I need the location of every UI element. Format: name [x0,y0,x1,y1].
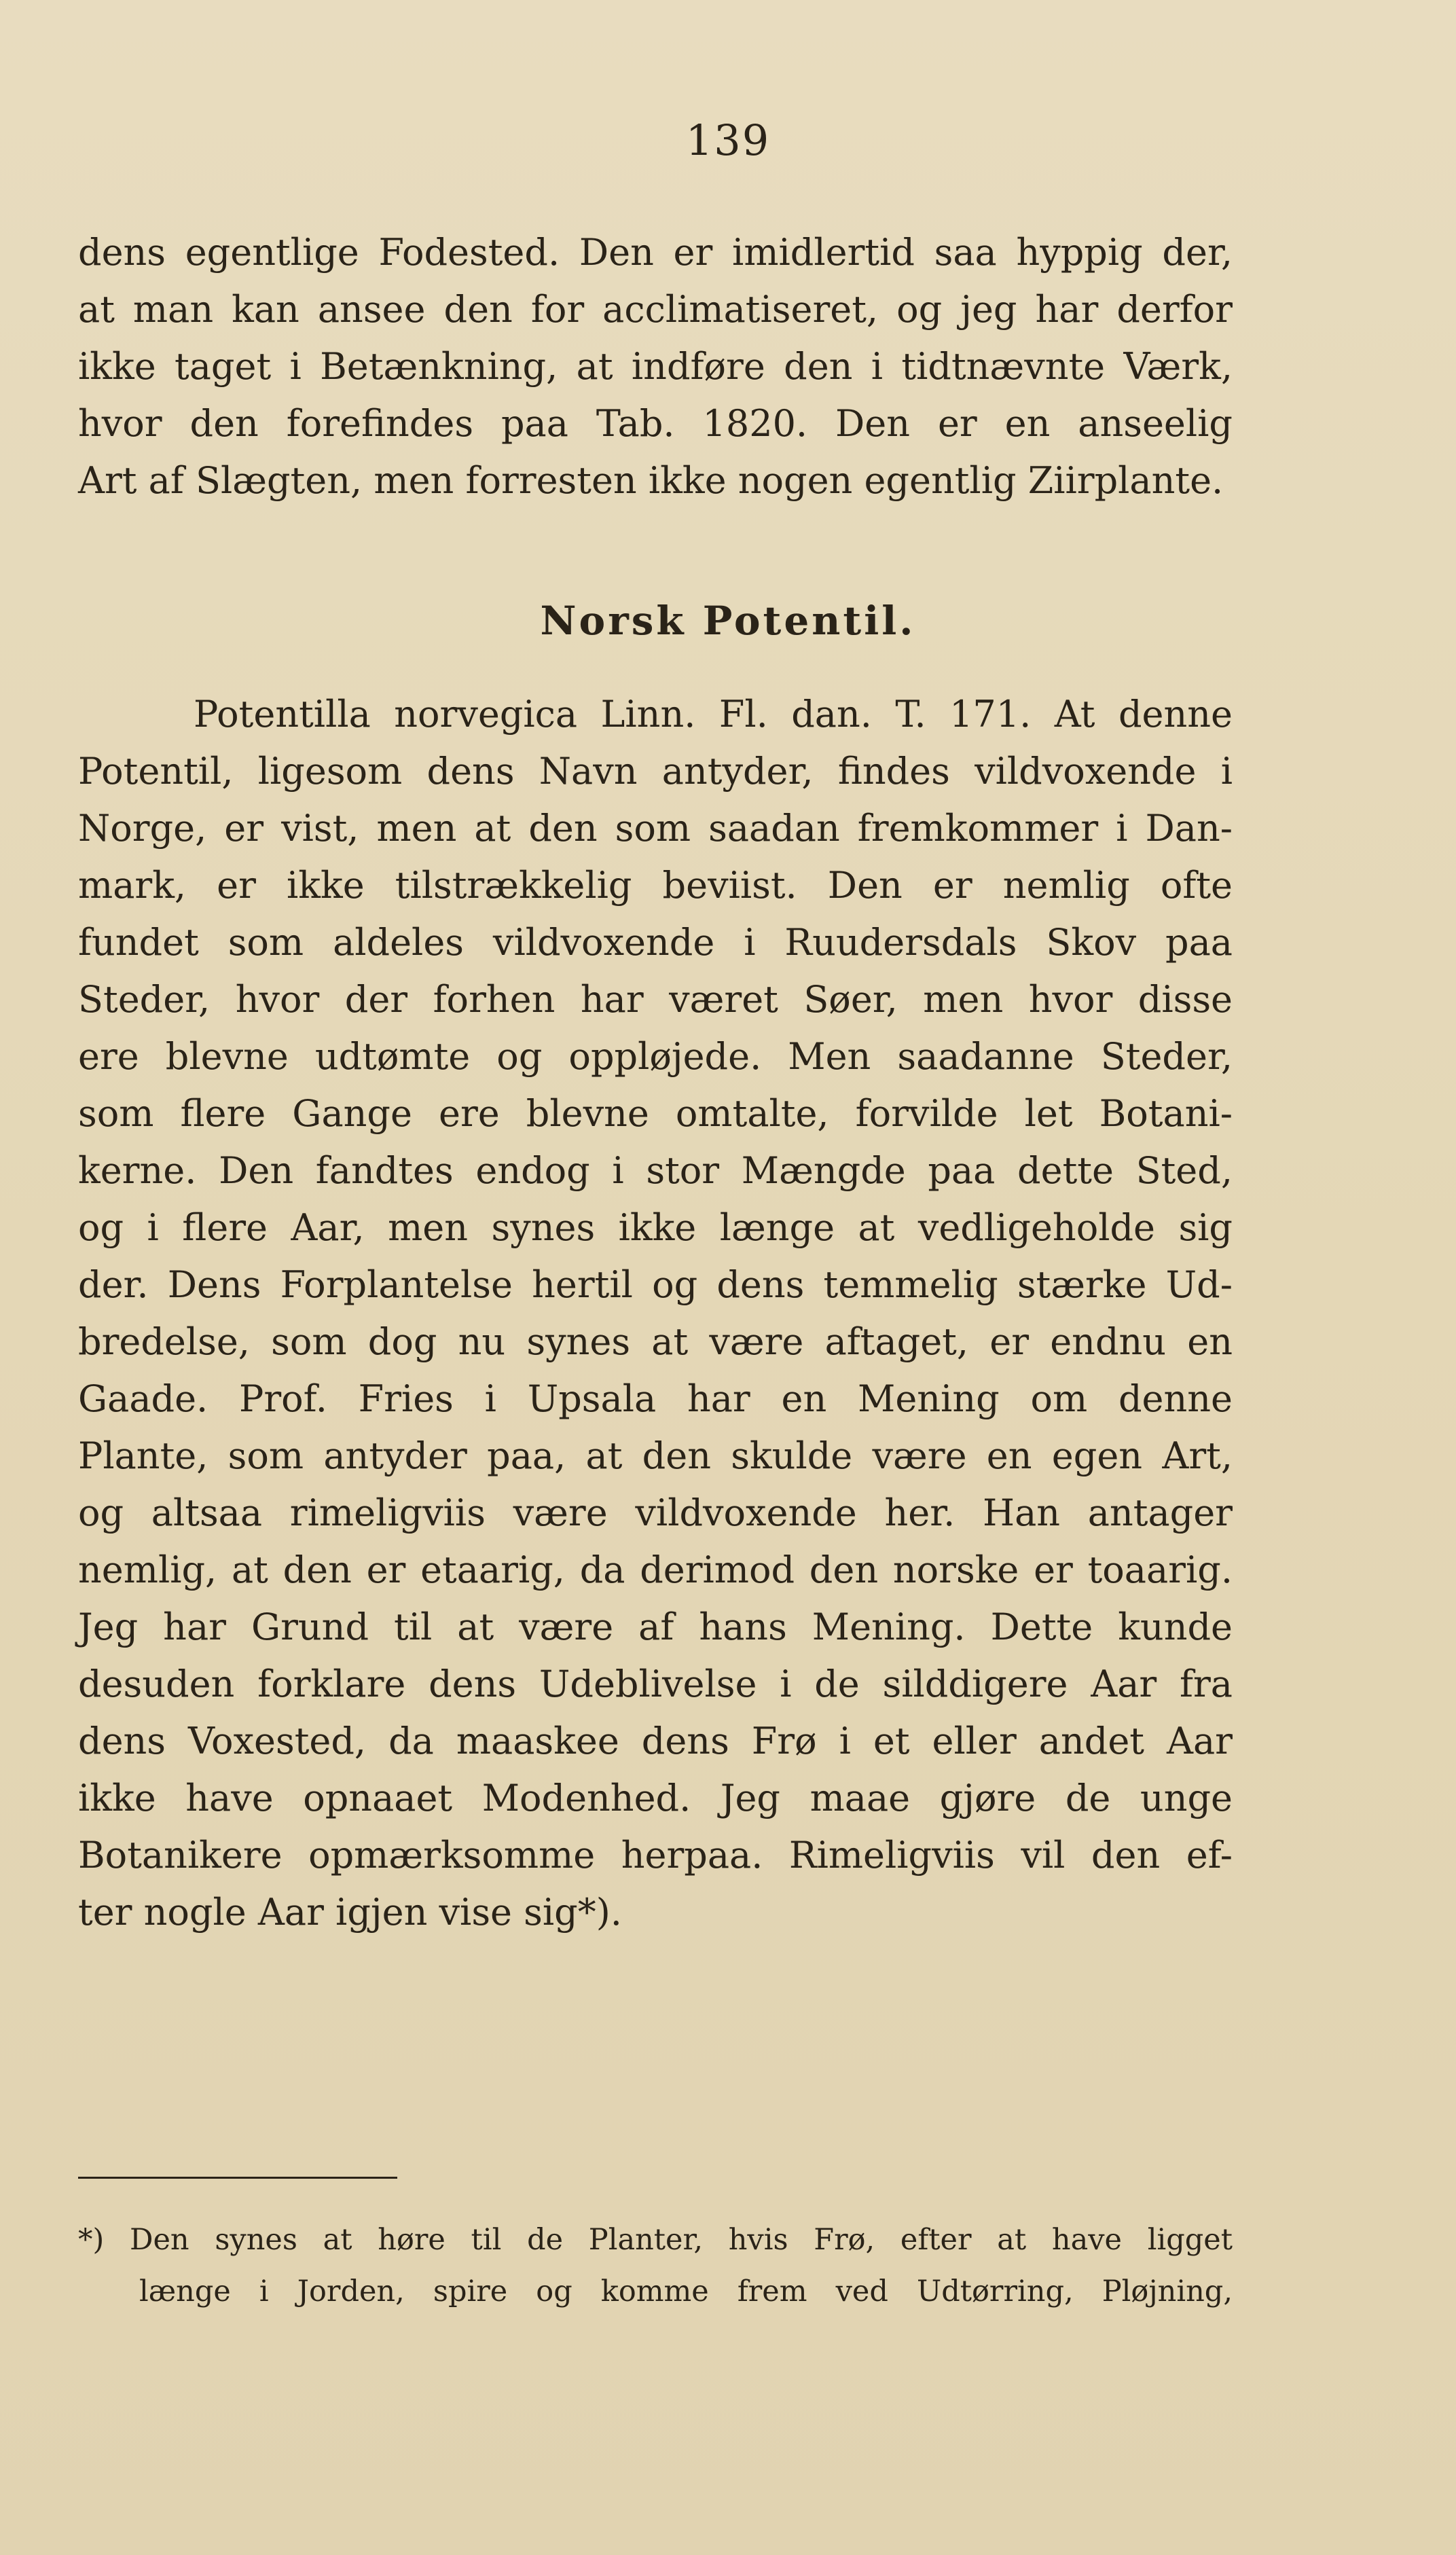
text-line: bredelse, som dog nu synes at være aftaget, er endnu en [78,1320,1233,1363]
text-line: Gaade. Prof. Fries i Upsala har en Mening om denne [78,1377,1233,1420]
text-line: Steder, hvor der forhen har været Søer, men hvor disse [78,978,1233,1021]
text-line: dens egentlige Fodested. Den er imidlertid saa hyppig der, [78,231,1233,274]
text-line: Potentilla norvegica Linn. Fl. dan. T. 171. At denne [194,693,1233,736]
footnote [78,2214,1233,2317]
text-line: ikke have opnaaet Modenhed. Jeg maae gjøre de unge [78,1777,1233,1819]
text-line: at man kan ansee den for acclimatiseret, og jeg har derfor [78,288,1233,331]
text-line: kerne. Den fandtes endog i stor Mængde paa dette Sted, [78,1149,1233,1192]
text-line: dens Voxested, da maaskee dens Frø i et eller andet Aar [78,1720,1233,1762]
text-line: ere blevne udtømte og oppløjede. Men saadanne Steder, [78,1035,1233,1078]
page-number: 139 [685,115,771,165]
text-line: ter nogle Aar igjen vise sig*). [78,1891,622,1934]
footnote-line: *) Den synes at høre til de Planter, hvis Frø, efter at have ligget [78,2223,1233,2257]
footnote-divider [78,2177,397,2179]
section-heading: Norsk Potentil. [540,598,916,644]
text-line: hvor den forefindes paa Tab. 1820. Den er en anseelig [78,402,1233,445]
text-line: Art af Slægten, men forresten ikke nogen egentlig Ziirplante. [78,459,1224,502]
text-line: mark, er ikke tilstrækkelig beviist. Den er nemlig ofte [78,864,1233,907]
footnote-line: længe i Jorden, spire og komme frem ved Udtørring, Pløjning, [139,2275,1233,2308]
text-line: fundet som aldeles vildvoxende i Ruudersdals Skov paa [78,921,1233,964]
text-line: som flere Gange ere blevne omtalte, forvilde let Botani- [78,1092,1233,1135]
intro-paragraph [78,224,1233,509]
text-line: og altsaa rimeligviis være vildvoxende her. Han antager [78,1491,1233,1534]
text-line: Jeg har Grund til at være af hans Mening. Dette kunde [78,1606,1233,1648]
text-line: Botanikere opmærksomme herpaa. Rimeligviis vil den ef- [78,1834,1233,1877]
text-line: Potentil, ligesom dens Navn antyder, findes vildvoxende i [78,750,1233,793]
text-line: Norge, er vist, men at den som saadan fremkommer i Dan- [78,807,1233,850]
text-line: og i flere Aar, men synes ikke længe at vedligeholde sig [78,1206,1233,1249]
text-line: nemlig, at den er etaarig, da derimod den norske er toaarig. [78,1548,1233,1591]
text-line: ikke taget i Betænkning, at indføre den i tidtnævnte Værk, [78,345,1233,388]
text-line: Plante, som antyder paa, at den skulde være en egen Art, [78,1434,1233,1477]
text-line: desuden forklare dens Udeblivelse i de silddigere Aar fra [78,1663,1233,1705]
text-line: der. Dens Forplantelse hertil og dens temmelig stærke Ud- [78,1263,1233,1306]
body-paragraph [78,686,1233,1941]
